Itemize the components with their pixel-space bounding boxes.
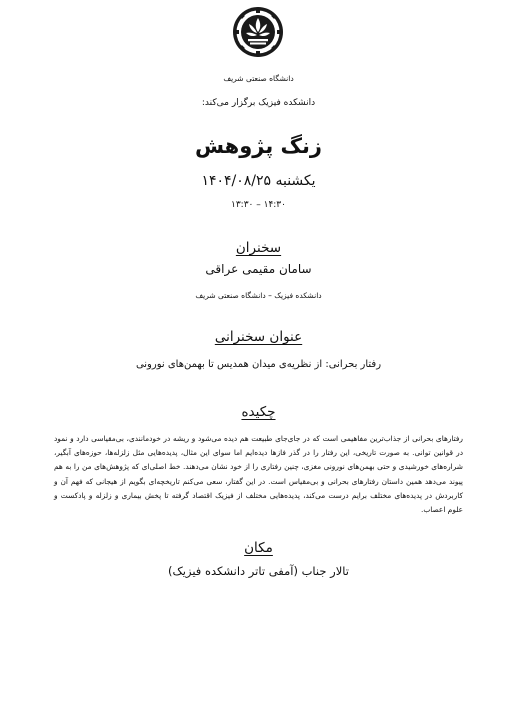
abstract-heading: چکیده: [241, 404, 276, 420]
talk-title-heading: عنوان سخنرانی: [214, 329, 303, 345]
speaker-name: سامان مقیمی عراقی: [205, 262, 312, 276]
speaker-affiliation: دانشکده فیزیک – دانشگاه صنعتی شریف: [195, 291, 322, 300]
venue-text: تالار جناب (آمفی تاتر دانشکده فیزیک): [168, 564, 349, 578]
sharif-university-logo: [232, 6, 284, 58]
event-title: زنگ پژوهش: [194, 134, 323, 158]
venue-heading: مکان: [244, 540, 273, 556]
university-name: دانشگاه صنعتی شریف: [223, 74, 294, 83]
event-date: یکشنبه ۱۴۰۴/۰۸/۲۵: [201, 173, 316, 189]
talk-title: رفتار بحرانی: از نظریه‌ی میدان همدیس تا بهمن‌های نورونی: [135, 359, 382, 370]
abstract-text: رفتارهای بحرانی از جذاب‌ترین مفاهیمی است که در جای‌جای طبیعت هم دیده می‌شود و ریشه در خودمانندی، بی‌مقیاسی دارد و نمود در قوانین توانی. به صورت تاریخی، این رفتار را در گذر فازها دیده‌ایم اما سوای این مثال، پدیده‌هایی مثل زلزله‌ها، حوزه‌های آبگیر، شراره‌های خورشیدی و حتی بهمن‌های نورونی مغزی، چنین رفتاری را از خود نشان می‌دهند. خط اصلی‌ای که پژوهش‌های من را به هم پیوند می‌دهد همین داستان رفتارهای بحرانی و بی‌مقیاس است. در این گفتار، سعی می‌کنم تاریخچه‌ای بگویم از هیجانی که فهم آن و کاربردش در پدیده‌های مختلف برایم درست می‌کند، پدیده‌هایی مختلف از فیزیک اقتصاد گرفته تا پخش بیماری و زلزله و پادکست و علوم اعصاب.: [54, 434, 463, 515]
event-time: ۱۳:۳۰ – ۱۴:۳۰: [231, 200, 286, 210]
speakers-heading: سخنران: [235, 240, 282, 256]
organizer-line: دانشکده فیزیک برگزار می‌کند:: [201, 98, 316, 108]
